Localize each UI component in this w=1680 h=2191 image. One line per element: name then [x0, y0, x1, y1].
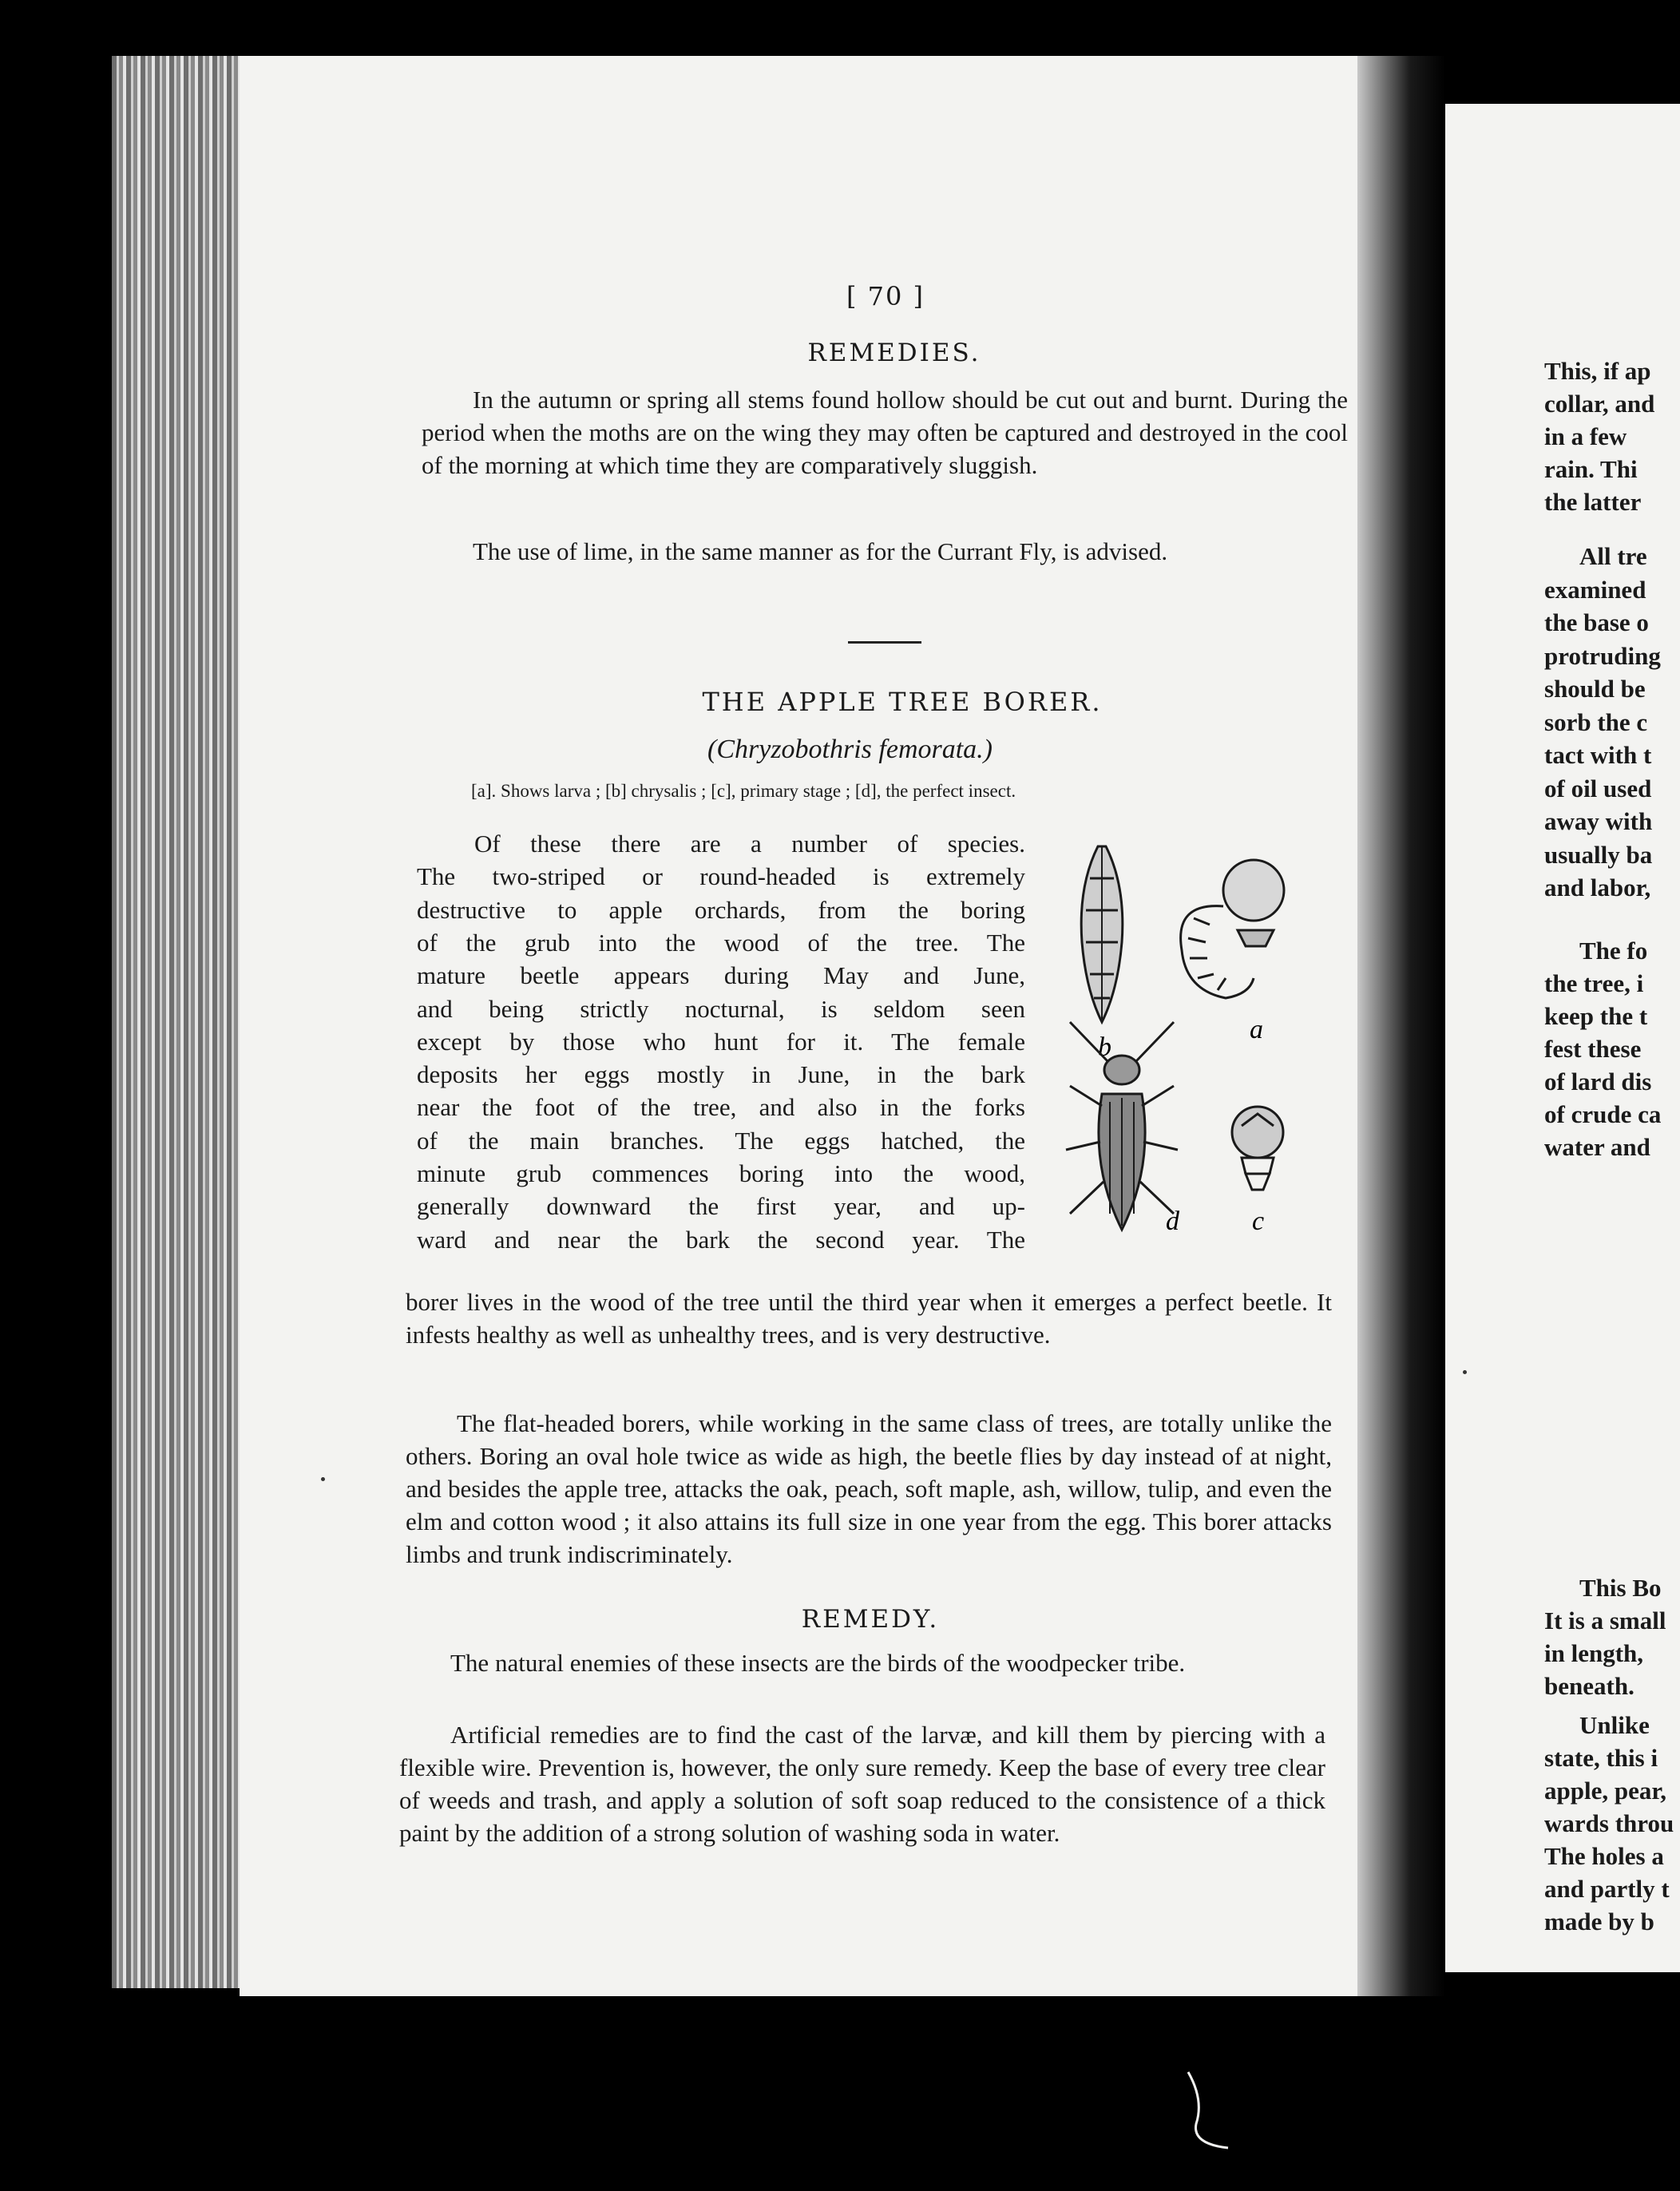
figure-caption: [a]. Shows larva ; [b] chrysalis ; [c], primary stage ; [d], the perfect insect. — [471, 781, 1016, 801]
right-page-line: wards throu — [1544, 1809, 1674, 1837]
right-page-line: the base o — [1544, 608, 1649, 636]
right-page-line: in length, — [1544, 1639, 1644, 1667]
paragraph-remedies-1: In the autumn or spring all stems found hollow should be cut out and burnt. During the period when the moths are on the wing they may often be captured and destroyed in the cool of the morning at which time they are comparatively sluggish. — [422, 386, 1348, 479]
primary-stage-illustration — [1232, 1107, 1283, 1190]
right-page-line: of oil used — [1544, 774, 1652, 802]
heading-remedy: REMEDY. — [801, 1605, 940, 1634]
borer-wrapped-line: mature beetle appears during May and June, — [417, 961, 1025, 990]
right-page-line: examined — [1544, 575, 1646, 604]
right-page-line: keep the t — [1544, 1002, 1648, 1030]
borer-wrapped-line: destructive to apple orchards, from the boring — [417, 895, 1025, 924]
right-page-line: This, if ap — [1544, 357, 1651, 385]
chrysalis-illustration — [1081, 846, 1123, 1022]
right-page-line: All tre — [1579, 542, 1647, 570]
right-page-line: sorb the c — [1544, 707, 1648, 736]
right-page-line: The holes a — [1544, 1842, 1664, 1870]
borer-wrapped-line: of the grub into the wood of the tree. The — [417, 928, 1025, 957]
borer-wrapped-line: and being strictly nocturnal, is seldom seen — [417, 994, 1025, 1023]
right-page-line: the tree, i — [1544, 969, 1644, 997]
right-page-line: the latter — [1544, 488, 1642, 516]
page-scribble-mark — [1180, 2068, 1236, 2156]
right-page-line: Unlike — [1579, 1711, 1650, 1739]
right-page-line: This Bo — [1579, 1574, 1662, 1602]
paragraph-remedies-2: The use of lime, in the same manner as for the Currant Fly, is advised. — [473, 537, 1168, 565]
borer-wrapped-line: generally downward the first year, and up- — [417, 1192, 1025, 1221]
right-page-line: of lard dis — [1544, 1068, 1652, 1096]
borer-wrapped-line: The two-striped or round-headed is extremely — [417, 862, 1025, 891]
borer-wrapped-line: near the foot of the tree, and also in the forks — [417, 1093, 1025, 1122]
paragraph-remedy-1: The natural enemies of these insects are the birds of the woodpecker tribe. — [450, 1649, 1186, 1677]
borer-wrapped-line: of the main branches. The eggs hatched, the — [417, 1126, 1025, 1155]
right-page-line: and partly t — [1544, 1875, 1670, 1903]
paragraph-remedy-2: Artificial remedies are to find the cast of the larvæ, and kill them by piercing with a flexible wire. Prevention is, however, the only sure remedy. Keep the base of every tree clear of weeds and trash, and apply a solution of soft soap reduced to the consistence of a thick paint by the addition of a strong solution of washing soda in water. — [399, 1721, 1325, 1847]
right-page-line: away with — [1544, 807, 1653, 835]
right-page-line: in a few — [1544, 422, 1627, 450]
borer-wrapped-line: deposits her eggs mostly in June, in the bark — [417, 1060, 1025, 1089]
right-page-line: of crude ca — [1544, 1100, 1662, 1128]
right-page-line: collar, and — [1544, 390, 1655, 418]
book-gutter — [1357, 56, 1445, 1996]
figure-label-c: c — [1252, 1206, 1265, 1236]
borer-wrapped-line: Of these there are a number of species. — [474, 830, 1025, 858]
borer-wrapped-line: ward and near the bark the second year. The — [417, 1225, 1025, 1254]
right-page-line: It is a small — [1544, 1607, 1666, 1634]
heading-apple-tree-borer: THE APPLE TREE BORER. — [702, 687, 1103, 717]
scientific-name: (Chryzobothris femorata.) — [707, 735, 993, 764]
borer-wrapped-line: except by those who hunt for it. The female — [417, 1027, 1025, 1056]
right-page-line: water and — [1544, 1133, 1650, 1161]
right-page-line: fest these — [1544, 1035, 1642, 1063]
heading-remedies: REMEDIES. — [807, 339, 981, 367]
right-page-line: apple, pear, — [1544, 1777, 1667, 1805]
beetle-illustration — [1066, 1022, 1178, 1230]
figure-label-d: d — [1166, 1206, 1179, 1236]
figure-label-a: a — [1250, 1015, 1263, 1044]
insect-figure — [1054, 830, 1317, 1262]
figure-label-b: b — [1098, 1032, 1111, 1062]
right-page-line: made by b — [1544, 1908, 1654, 1935]
paragraph-flat-headed-borers: The flat-headed borers, while working in the same class of trees, are totally unlike the others. Boring an oval hole twice as wide as high, the beetle flies by day instead of at night, and besides the apple tree, attacks the oak, peach, soft maple, ash, willow, tulip, and even the elm and cotton wood ; it also attains its full size in one year from the egg. This borer attacks limbs and trunk indiscriminately. — [406, 1409, 1332, 1568]
right-page-line: rain. Thi — [1544, 455, 1638, 483]
right-page-line: protruding — [1544, 641, 1661, 670]
speck — [1463, 1370, 1467, 1374]
right-page-line: usually ba — [1544, 840, 1653, 869]
larva-illustration — [1181, 860, 1284, 998]
paragraph-borer-1-rest: borer lives in the wood of the tree until the third year when it emerges a perfect beetle. It infests healthy as well as unhealthy trees, and is very destructive. — [406, 1288, 1332, 1349]
right-page-line: should be — [1544, 675, 1646, 703]
right-page-line: beneath. — [1544, 1672, 1634, 1700]
right-page-line: tact with t — [1544, 741, 1652, 769]
page-number: [ 70 ] — [846, 281, 925, 311]
right-page-line: The fo — [1579, 937, 1648, 965]
speck — [321, 1477, 325, 1481]
right-page-line: state, this i — [1544, 1744, 1658, 1772]
section-divider — [848, 641, 921, 644]
borer-wrapped-line: minute grub commences boring into the wood, — [417, 1159, 1025, 1187]
right-page-line: and labor, — [1544, 874, 1651, 901]
